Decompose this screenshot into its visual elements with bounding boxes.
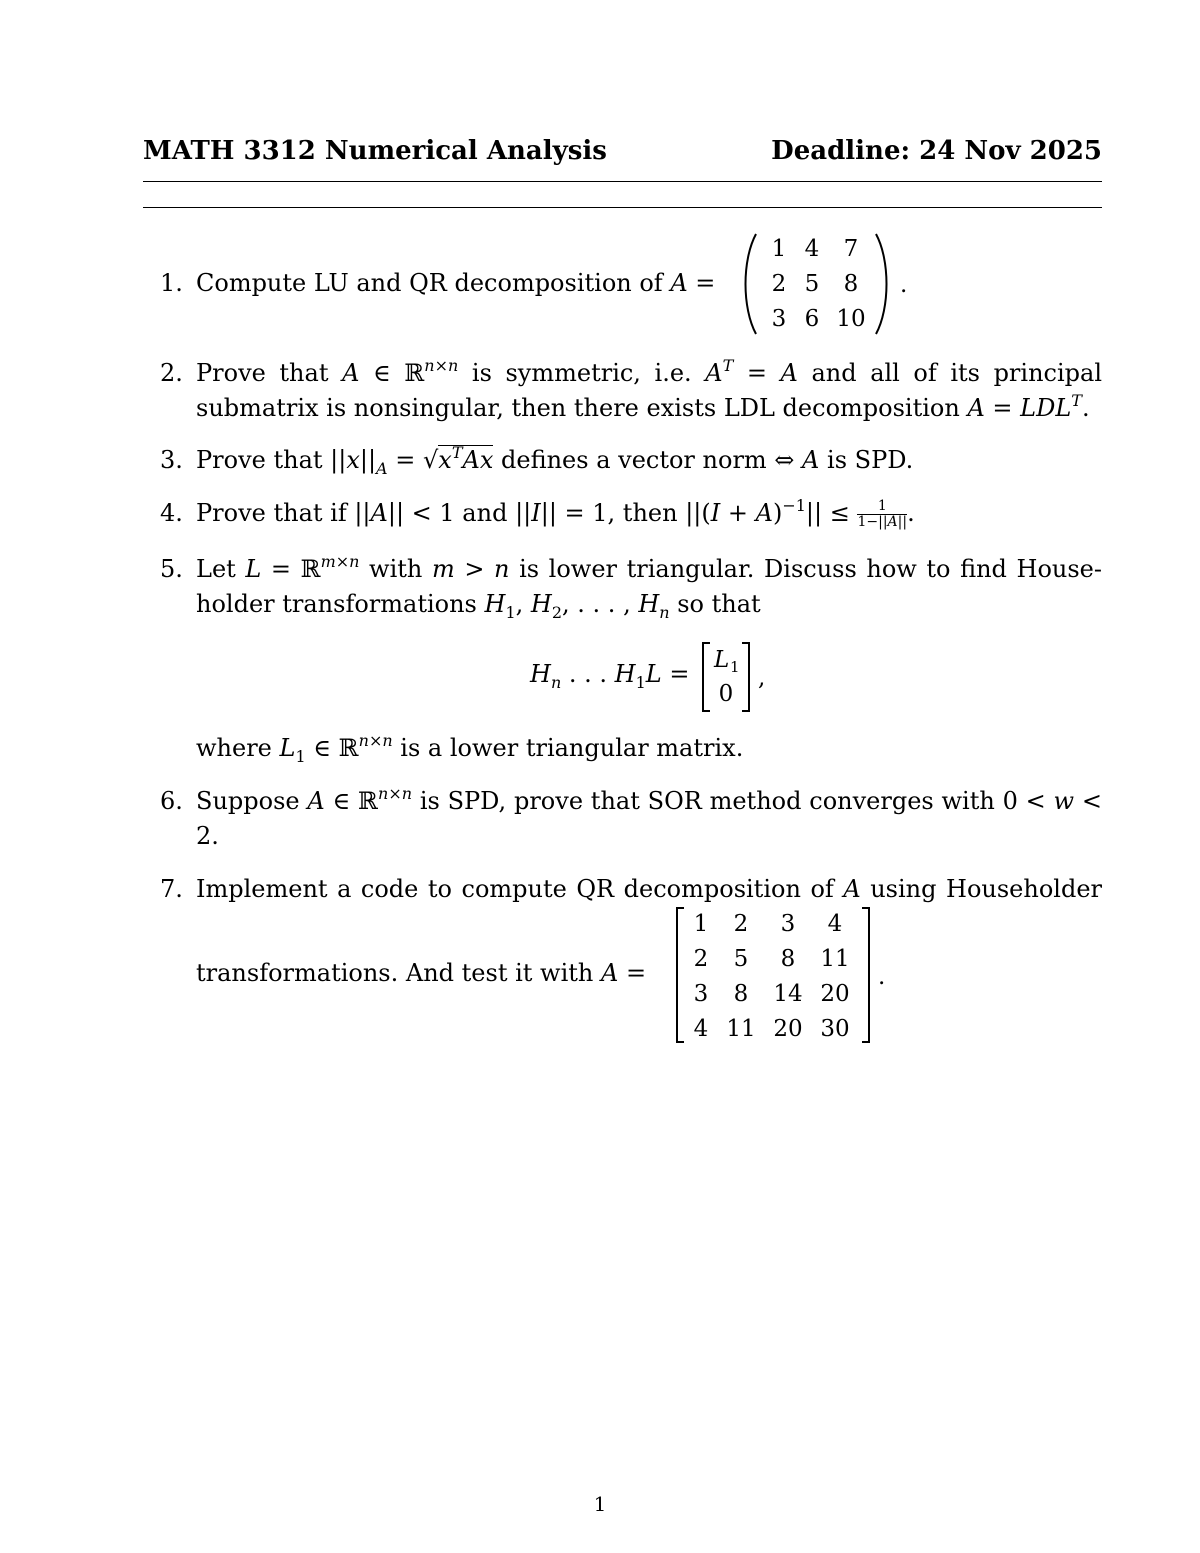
fraction: $\frac{1}{1-||A||}$	[857, 498, 908, 530]
block-matrix-p5	[698, 640, 778, 714]
page-number: 1	[593, 1492, 607, 1516]
p3-text-b: defines a vector norm	[501, 446, 767, 474]
matrix-p7-cell: 3	[780, 911, 796, 937]
course-title: MATH 3312 Numerical Analysis	[143, 136, 607, 166]
problem-text: Prove that $||x||_A = √x^TAx$ defines a vector norm ⇔ A is SPD.	[196, 443, 914, 478]
matrix-p1-cell: 1	[771, 236, 787, 262]
problem-text: Prove that A ∈ ℝ$^{n\times n}$ is symmetric, i.e. $A^T = A$ and all of its principal submatrix is nonsingular, then there exists LDL decomposition $A = LDL^T$.	[196, 356, 1102, 422]
matrix-p7-cell: 14	[773, 981, 803, 1007]
matrix-p1-cell: 5	[804, 271, 820, 297]
p5-text-a: Let	[196, 555, 236, 583]
matrix-p7-cell: 2	[733, 911, 749, 937]
matrix-p7-cell: 11	[820, 946, 850, 972]
problem-number: 4.	[160, 499, 183, 527]
svg-text:L: L	[714, 647, 730, 673]
p5-text-f: where	[196, 734, 272, 762]
p6-text-b: is SPD, prove that SOR method converges with	[419, 787, 995, 815]
p6-text-a: Suppose	[196, 787, 300, 815]
matrix-p7-cell: 30	[820, 1016, 850, 1042]
matrix-p1-cell: 7	[843, 236, 859, 262]
p5-text-b: with	[369, 555, 423, 583]
problem-number: 5.	[160, 555, 183, 583]
deadline: Deadline: 24 Nov 2025	[771, 136, 1102, 166]
matrix-p7-cell: 20	[773, 1016, 803, 1042]
matrix-p7-cell: 8	[780, 946, 796, 972]
matrix-p7-cell: 4	[827, 911, 843, 937]
document-page: MATH 3312 Numerical Analysis Deadline: 24 Nov 2025 1. Compute LU and QR decomposition of A = 1 4 7 2 5 8 3 6 10 . 2. Prove that A ∈ ℝ$^{n\times n}$ is symmetric, i.e. $A^T = A$ and all of its principal submatrix is nonsingular, then there exists LDL decomposition $A = LDL^T$. 3. Prove that $||x||_A = √x^TAx$ defines a vector norm ⇔ A is SPD. 4. Prove that if ||A|| < 1 and ||I|| = 1, then $||(I + A)^{-1}||$ ≤ $\frac{1}{1-||A||}$ . 5. Let L = ℝ$^{m\times n}$ with m > n is lower triangular. Discuss how to find House- holder transformations $H_1$, $H_2$, . . . , $H_n$ so that $H_n$ . . . $H_1L$ = L 1 0 , where $L_1$ ∈ ℝ$^{n\times n}$ is a lower triangular matrix. 6. Suppose A ∈ ℝ$^{n\times n}$ is SPD, prove that SOR method converges with 0 < w < 2. 7. Implement a code to compute QR decomposition of A using Householder transformations. And test it with A = 1 2 3 4 2 5 8 11 3 8 14 20 4 11 20 30 . 1	[0, 0, 1200, 1553]
matrix-p1-cell: 3	[771, 306, 787, 332]
matrix-p7-cell: 20	[820, 981, 850, 1007]
problem-number: 7.	[160, 875, 183, 903]
problem-text: Compute LU and QR decomposition of A =	[196, 269, 716, 297]
p7-text-a: Implement a code to compute QR decomposition of	[196, 875, 834, 903]
p5-text-e: so that	[677, 590, 761, 618]
p6-text-c: 2.	[196, 822, 219, 850]
p2-text-a: Prove that	[196, 359, 329, 387]
matrix-p7	[670, 904, 890, 1046]
problem-text: Suppose A ∈ ℝ$^{n\times n}$ is SPD, prove that SOR method converges with 0 < w < 2.	[196, 784, 1102, 850]
problem-number: 1.	[160, 269, 183, 297]
matrix-p7-cell: 1	[693, 911, 709, 937]
matrix-p1	[738, 230, 918, 338]
matrix-p7-cell: 4	[693, 1016, 709, 1042]
p2-text-c: and all of its principal	[811, 359, 1102, 387]
p3-text-c: is SPD.	[827, 446, 914, 474]
svg-text:.: .	[878, 964, 886, 990]
problem-text: Prove that if ||A|| < 1 and ||I|| = 1, then $||(I + A)^{-1}||$ ≤ $\frac{1}{1-||A||}$ .	[196, 496, 915, 530]
matrix-p1-cell: 8	[843, 271, 859, 297]
p2-text-b: is symmetric, i.e.	[471, 359, 692, 387]
header-rule-top	[143, 181, 1102, 182]
matrix-p1-cell: 10	[836, 306, 866, 332]
problem-text: Implement a code to compute QR decomposition of A using Householder	[196, 875, 1102, 903]
matrix-p7-cell: 5	[733, 946, 749, 972]
p5-text-g: is a lower triangular matrix.	[400, 734, 744, 762]
matrix-p1-cell: 6	[804, 306, 820, 332]
svg-text:0: 0	[718, 681, 734, 707]
p7-text-b: using Householder	[870, 875, 1102, 903]
matrix-p1-cell: 4	[804, 236, 820, 262]
svg-text:.: .	[900, 272, 908, 298]
p4-text-c: , then	[607, 499, 678, 527]
matrix-p1-cell: 2	[771, 271, 787, 297]
p5-text-d: holder transformations	[196, 590, 477, 618]
problem-1-text: Compute LU and QR decomposition of	[196, 269, 663, 297]
display-equation-p5: $H_n$ . . . $H_1L$ =	[530, 660, 690, 692]
matrix-p7-cell: 11	[726, 1016, 756, 1042]
p4-text-b: and	[462, 499, 508, 527]
p4-text-a: Prove that if	[196, 499, 347, 527]
svg-text:1: 1	[730, 658, 740, 676]
p5-text-c: is lower triangular. Discuss how to find House-	[519, 555, 1102, 583]
problem-number: 2.	[160, 359, 183, 387]
header-rule-bottom	[143, 207, 1102, 208]
svg-text:,: ,	[758, 665, 766, 691]
problem-number: 3.	[160, 446, 183, 474]
problem-number: 6.	[160, 787, 183, 815]
problem-text: Let L = ℝ$^{m\times n}$ with m > n is lower triangular. Discuss how to find House- holder transformations $H_1$, $H_2$, . . . , $H_n$ so that	[196, 552, 1102, 622]
p3-text-a: Prove that	[196, 446, 323, 474]
p2-text-d: submatrix is nonsingular, then there exists LDL decomposition	[196, 394, 960, 422]
page-header	[143, 136, 1102, 176]
matrix-p7-cell: 3	[693, 981, 709, 1007]
matrix-p7-cell: 2	[693, 946, 709, 972]
matrix-p7-cell: 8	[733, 981, 749, 1007]
p7-text-c: transformations. And test it with	[196, 959, 594, 987]
